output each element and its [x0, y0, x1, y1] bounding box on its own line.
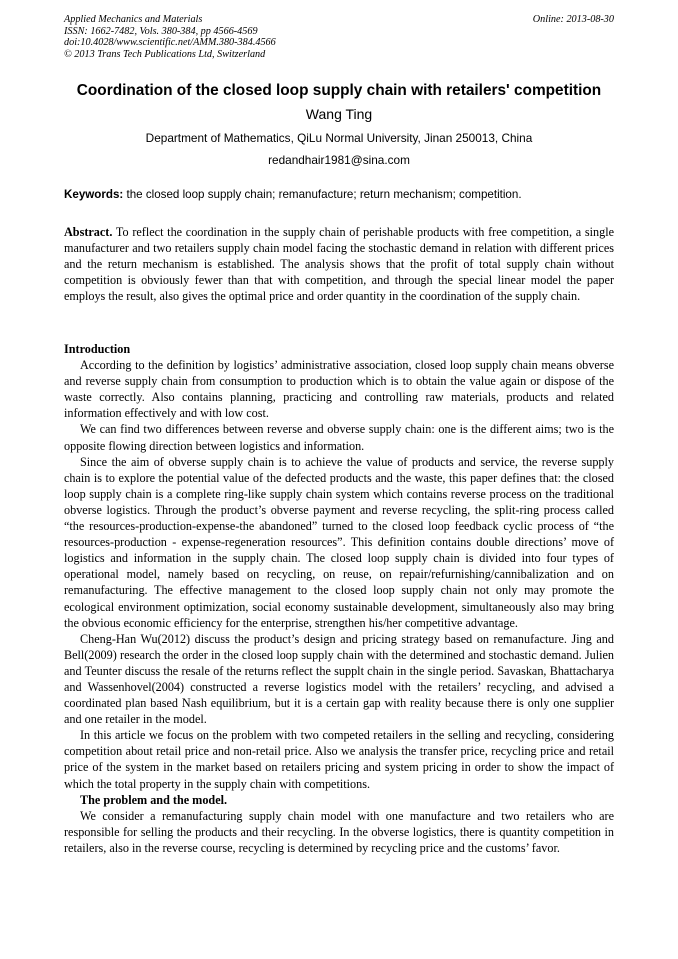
- body-section: [64, 341, 614, 856]
- abstract: [64, 224, 614, 304]
- model-heading: The problem and the model.: [80, 792, 228, 807]
- author-email: redandhair1981@sina.com: [268, 153, 410, 167]
- issn-line: ISSN: 1662-7482, Vols. 380-384, pp 4566-4569: [64, 25, 258, 37]
- journal-name: Applied Mechanics and Materials: [64, 14, 203, 25]
- keywords-label: Keywords:: [64, 188, 124, 201]
- intro-paragraph: We can find two differences between reverse and obverse supply chain: one is the different aims; two is the opposite flowing direction between logistics and information.: [64, 422, 614, 453]
- abstract-label: Abstract.: [64, 225, 113, 239]
- intro-paragraph: Since the aim of obverse supply chain is to achieve the value of products and service, the reverse supply chain is to explore the potential value of the defected products and the waste, this paper defines that: the closed loop supply chain is a complete ring-like supply chain system which contains reverse process on the traditional obverse logistics. Through the product’s obverse payment and reverse recycling, the split-ring process called “the resources-production-expense-the abandoned” turned to the closed loop feedback cyclic process of “the resources-production - expense-regeneration resources”. This definition contains double directions’ move of logistics and information in the supply chain. The closed loop supply chain is divided into four types of operational model, namely based on recycling, on reuse, on repair/refurnishing/cannibalization and on remanufacturing. The effective management to the closed loop supply chain not only may promote the ecological environment optimization, social economy sustainable development, simultaneously also may bring the obvious economic efficiency for the enterprise, strengthen his/her competitive advantage.: [64, 454, 614, 630]
- intro-paragraph: According to the definition by logistics’ administrative association, closed loop supply chain means obverse and reverse supply chain from consumption to production which is to obtain the value again or dispose of the waste correctly. Also contains planning, practicing and controlling raw materials, products and related information effectively and with low cost.: [64, 358, 614, 421]
- intro-paragraph: Cheng-Han Wu(2012) discuss the product’s design and pricing strategy based on remanufacture. Jing and Bell(2009) research the order in the closed loop supply chain with the determined and stochastic demand. Julien and Teunter discuss the resale of the returns reflect the supplt chain in the single period. Savaskan, Bhattacharya and Wassenhovel(2004) constructed a reverse logistics model with the retailers’ recycling, and advised a coordinated plan based Nash equilibrium, but it is a certain gap with reality because there is only one supplier and one retailer in the model.: [64, 631, 614, 727]
- journal-header: [64, 14, 276, 60]
- model-paragraph: We consider a remanufacturing supply chain model with one manufacture and two retailers who are responsible for selling the products and their recycling. In the obverse logistics, there is quantity competition in retailers, also in the reverse course, recycling is determined by recycling price and the customs’ favor.: [64, 808, 614, 855]
- author-affiliation: Department of Mathematics, QiLu Normal University, Jinan 250013, China: [145, 131, 533, 145]
- copyright-line: © 2013 Trans Tech Publications Ltd, Switzerland: [64, 48, 266, 60]
- introduction-heading: Introduction: [64, 342, 131, 356]
- author-name: Wang Ting: [305, 106, 373, 122]
- doi-line: doi:10.4028/www.scientific.net/AMM.380-384.4566: [64, 37, 276, 49]
- paper-title: Coordination of the closed loop supply chain with retailers' competition: [76, 82, 602, 99]
- keywords-text: the closed loop supply chain; remanufacture; return mechanism; competition.: [126, 188, 522, 201]
- intro-paragraph: In this article we focus on the problem with two competed retailers in the selling and recycling, considering competition about retail price and non-retail price. Also we analysis the transfer price, recycling price and retail price of the system in the market based on retailers pricing and system pricing in order to show the impact of which the total property in the supply chain with competitions.: [64, 728, 614, 791]
- online-date: Online: 2013-08-30: [532, 14, 614, 25]
- keywords: [64, 188, 614, 201]
- abstract-text: To reflect the coordination in the supply chain of perishable products with free competition, a single manufacturer and two retailers supply chain model facing the stochastic demand in relation with different prices and the return mechanism is established. The analysis shows that the profit of total supply chain without competition is obviously fewer than that with competition, and through the special linear model the paper employs the result, also gives the optimal price and order quantity in the coordination of the supply chain.: [64, 225, 615, 304]
